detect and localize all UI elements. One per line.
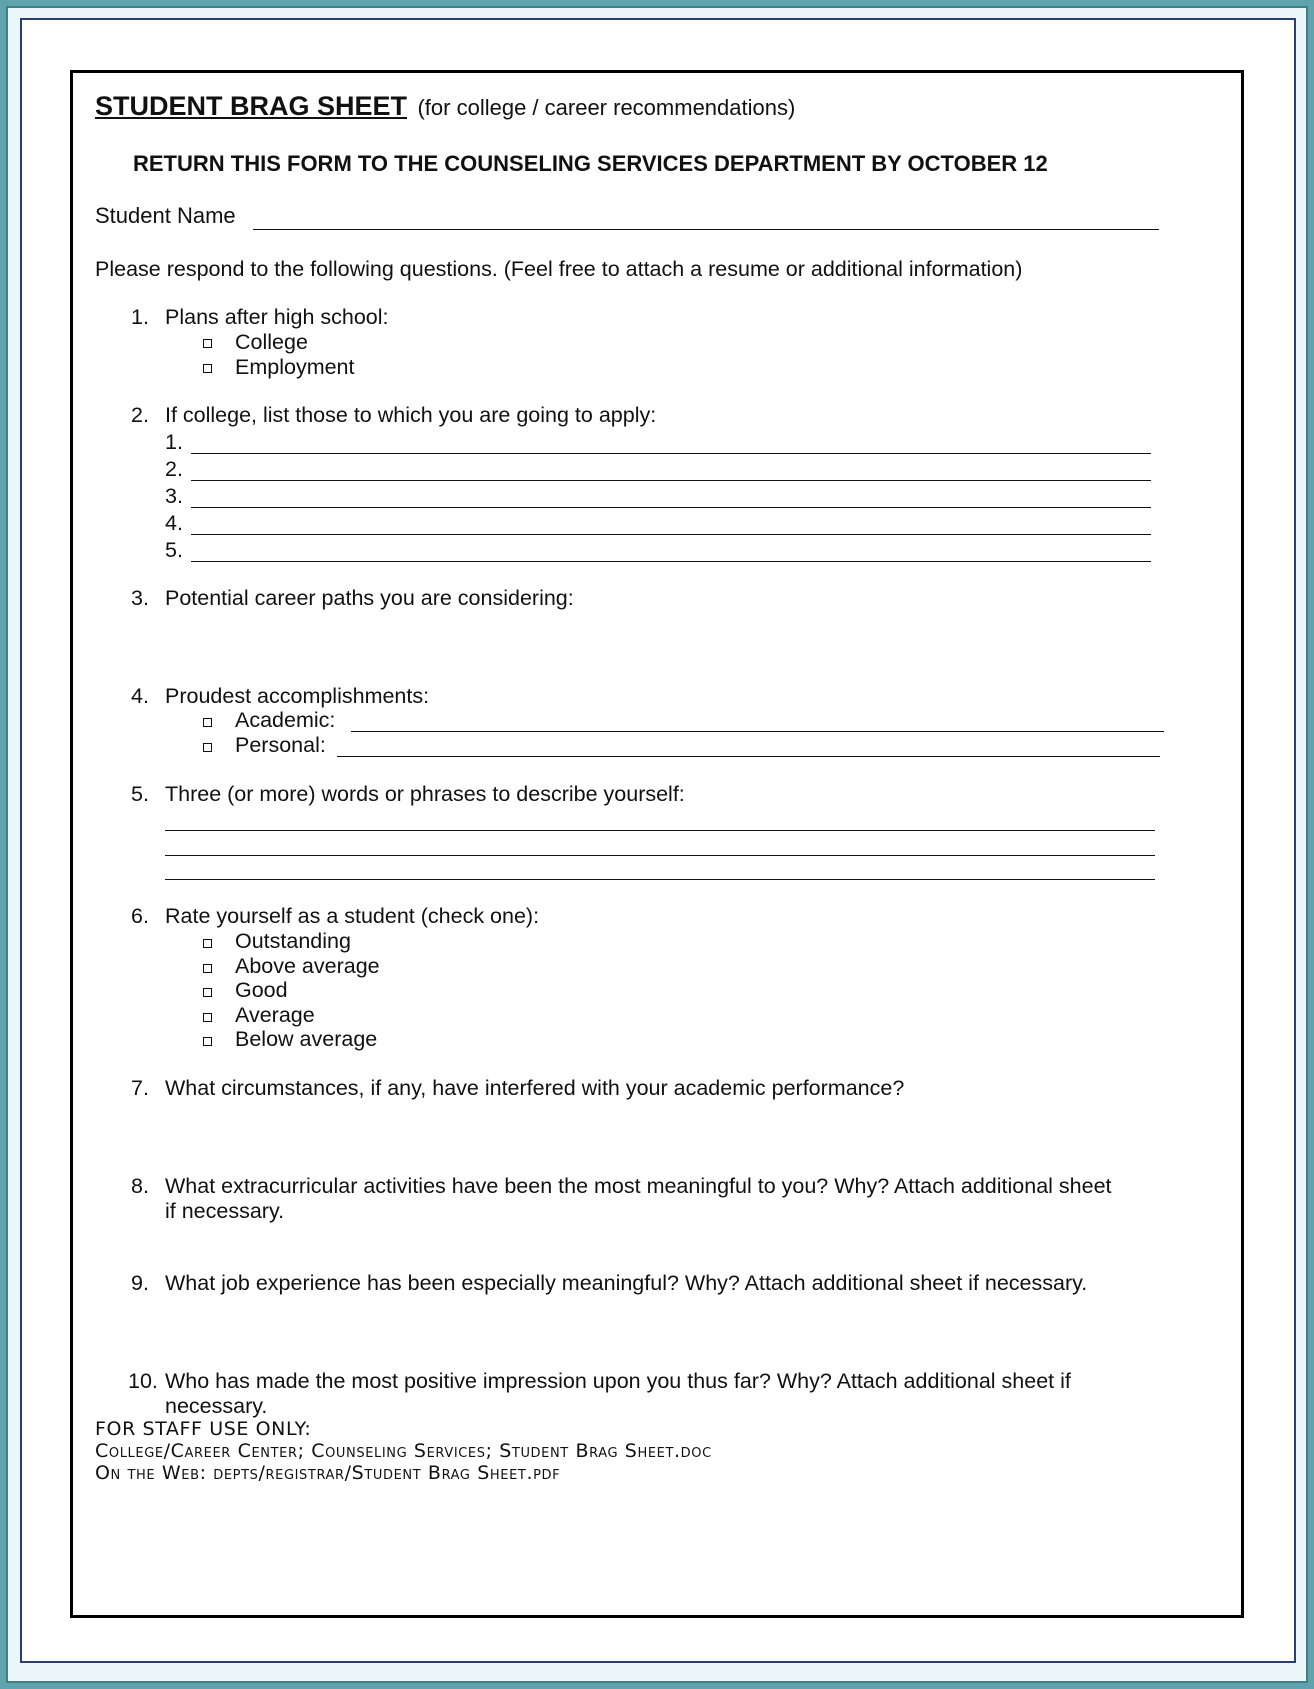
q7-text: What circumstances, if any, have interfered with your academic performance? bbox=[165, 1076, 905, 1100]
q1-option-college: College bbox=[235, 330, 308, 354]
q2-college-field-2[interactable] bbox=[191, 480, 1151, 481]
q5-text: Three (or more) words or phrases to describe yourself: bbox=[165, 782, 685, 806]
q1-option-employment: Employment bbox=[235, 355, 355, 379]
q6-option: Below average bbox=[235, 1027, 378, 1051]
checkbox-good[interactable] bbox=[203, 988, 212, 997]
checkbox-personal[interactable] bbox=[203, 743, 212, 752]
q2-line-label: 1. bbox=[165, 430, 183, 454]
q2-college-field-5[interactable] bbox=[191, 561, 1151, 562]
q2-text: If college, list those to which you are going to apply: bbox=[165, 403, 657, 427]
q10-text: Who has made the most positive impression upon you thus far? Why? Attach additional sheet if bbox=[165, 1369, 1071, 1393]
q10-text-continued: necessary. bbox=[165, 1394, 268, 1418]
q1-text: Plans after high school: bbox=[165, 305, 389, 329]
q3-text: Potential career paths you are considering: bbox=[165, 586, 574, 610]
q6-option: Average bbox=[235, 1003, 315, 1027]
q6-number: 6. bbox=[131, 904, 149, 928]
q2-line-label: 4. bbox=[165, 511, 183, 535]
personal-field[interactable] bbox=[337, 756, 1160, 757]
form-title-row bbox=[95, 91, 795, 122]
q6-option: Good bbox=[235, 978, 288, 1002]
q4-number: 4. bbox=[131, 684, 149, 708]
q4-option-academic: Academic: bbox=[235, 708, 336, 732]
q3-number: 3. bbox=[131, 586, 149, 610]
describe-field-2[interactable] bbox=[165, 855, 1155, 856]
q2-line-label: 3. bbox=[165, 484, 183, 508]
q9-number: 9. bbox=[131, 1271, 149, 1295]
q8-text-continued: if necessary. bbox=[165, 1199, 285, 1223]
academic-field[interactable] bbox=[351, 731, 1164, 732]
checkbox-employment[interactable] bbox=[203, 364, 212, 373]
q8-number: 8. bbox=[131, 1174, 149, 1198]
student-name-field[interactable] bbox=[253, 229, 1159, 230]
web-path-line: On the Web: depts/registrar/Student Brag Sheet.pdf bbox=[95, 1462, 561, 1484]
q9-text: What job experience has been especially meaningful? Why? Attach additional sheet if necessary. bbox=[165, 1271, 1088, 1295]
checkbox-outstanding[interactable] bbox=[203, 939, 212, 948]
q6-option: Above average bbox=[235, 954, 380, 978]
form-title: STUDENT BRAG SHEET bbox=[95, 91, 408, 121]
describe-field-3[interactable] bbox=[165, 879, 1155, 880]
q2-college-field-4[interactable] bbox=[191, 534, 1151, 535]
checkbox-college[interactable] bbox=[203, 339, 212, 348]
return-notice: RETURN THIS FORM TO THE COUNSELING SERVICES DEPARTMENT BY OCTOBER 12 bbox=[133, 151, 1048, 176]
q5-number: 5. bbox=[131, 782, 149, 806]
checkbox-academic[interactable] bbox=[203, 718, 212, 727]
q6-option: Outstanding bbox=[235, 929, 351, 953]
form-subtitle: (for college / career recommendations) bbox=[417, 95, 796, 120]
q4-text: Proudest accomplishments: bbox=[165, 684, 430, 708]
checkbox-below-average[interactable] bbox=[203, 1037, 212, 1046]
q2-number: 2. bbox=[131, 403, 149, 427]
checkbox-above-average[interactable] bbox=[203, 964, 212, 973]
q6-text: Rate yourself as a student (check one): bbox=[165, 904, 540, 928]
instructions: Please respond to the following questions. (Feel free to attach a resume or additional information) bbox=[95, 257, 1023, 281]
describe-field-1[interactable] bbox=[165, 830, 1155, 831]
q2-college-field-3[interactable] bbox=[191, 507, 1151, 508]
file-path-line: College/Career Center; Counseling Services; Student Brag Sheet.doc bbox=[95, 1440, 712, 1462]
q10-number: 10. bbox=[128, 1369, 158, 1393]
q8-text: What extracurricular activities have been the most meaningful to you? Why? Attach additional sheet bbox=[165, 1174, 1112, 1198]
q7-number: 7. bbox=[131, 1076, 149, 1100]
form-page bbox=[70, 70, 1244, 1618]
q1-number: 1. bbox=[131, 305, 149, 329]
q2-college-field-1[interactable] bbox=[191, 453, 1151, 454]
q2-line-label: 5. bbox=[165, 538, 183, 562]
student-name-label: Student Name bbox=[95, 203, 236, 228]
q4-option-personal: Personal: bbox=[235, 733, 326, 757]
staff-use-label: FOR STAFF USE ONLY: bbox=[95, 1418, 312, 1440]
checkbox-average[interactable] bbox=[203, 1013, 212, 1022]
q2-line-label: 2. bbox=[165, 457, 183, 481]
